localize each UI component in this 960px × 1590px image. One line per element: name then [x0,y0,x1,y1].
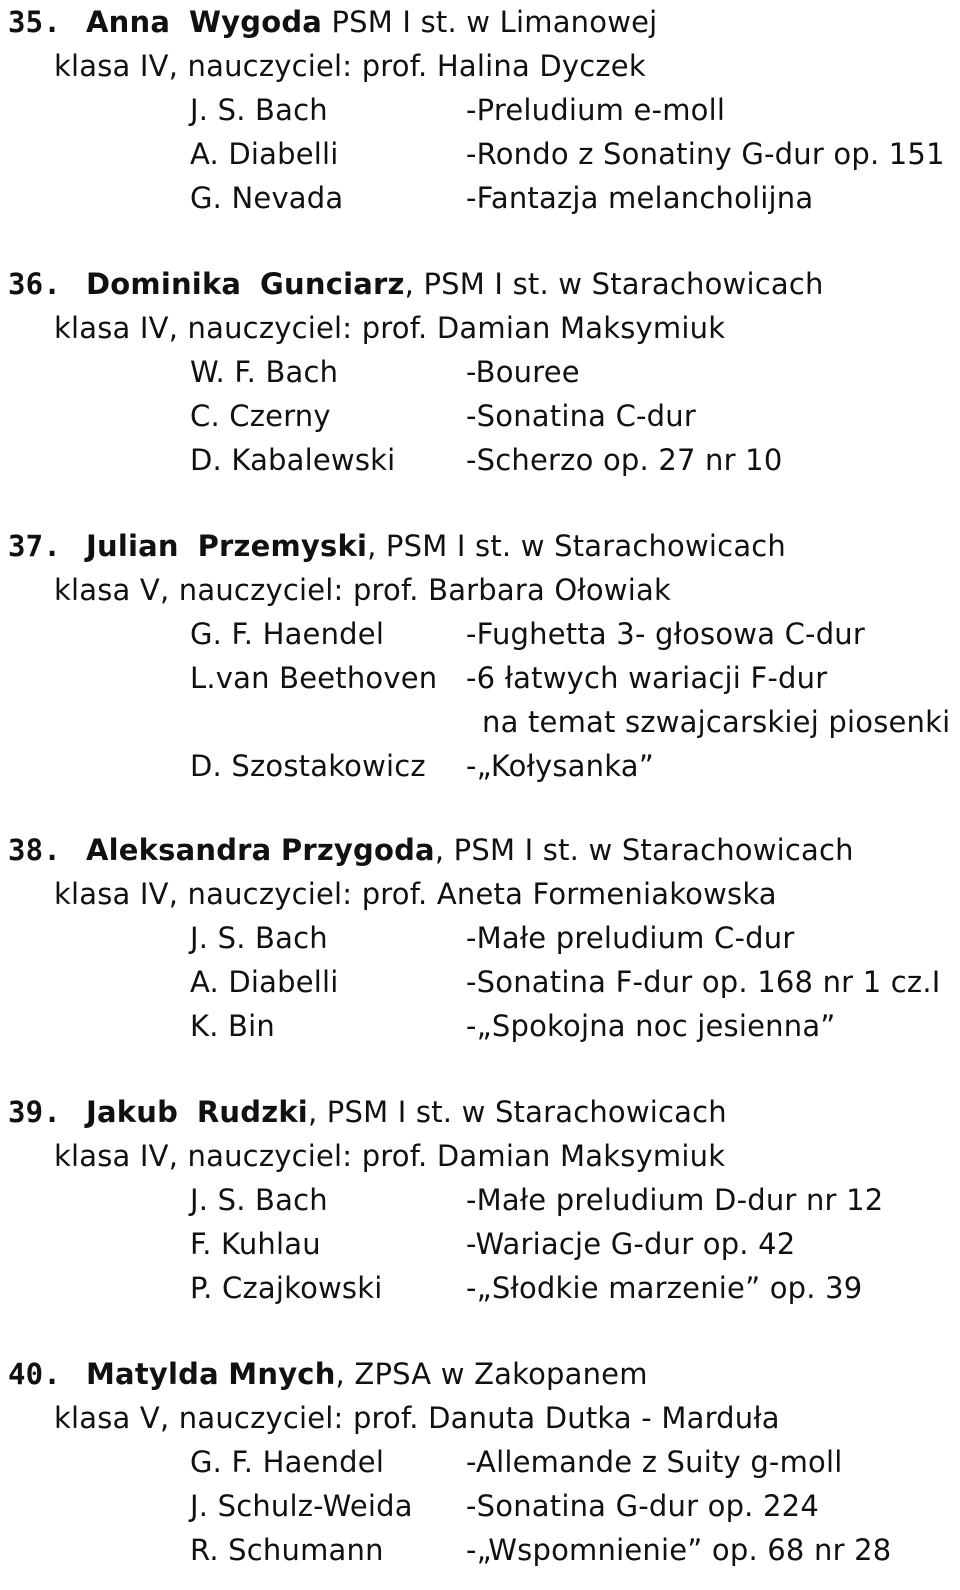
class-teacher: klasa IV, nauczyciel: prof. Halina Dyczek [54,49,646,83]
student-name [86,262,824,306]
student-last-name: Wygoda [188,5,323,39]
class-teacher: klasa V, nauczyciel: prof. Barbara Ołowiak [54,573,671,607]
piece-continuation: na temat szwajcarskiej piosenki [482,705,951,739]
piece: -Małe preludium D-dur nr 12 [466,1183,884,1217]
composer: L.van Beethoven [190,661,438,695]
composer: J. S. Bach [190,921,328,955]
composer: G. Nevada [190,181,344,215]
piece: -Scherzo op. 27 nr 10 [466,443,783,477]
piece: -„Kołysanka” [466,749,654,783]
student-last-name: Przygoda [280,833,435,867]
composer: J. S. Bach [190,93,328,127]
composer: D. Szostakowicz [190,749,426,783]
composer: A. Diabelli [190,965,339,999]
entry-number: 36. [8,267,61,301]
composer: W. F. Bach [190,355,339,389]
student-name [86,828,854,872]
piece: -„Wspomnienie” op. 68 nr 28 [466,1533,892,1567]
composer: G. F. Haendel [190,1445,385,1479]
student-first-name: Anna [86,5,171,39]
composer: C. Czerny [190,399,331,433]
entry-number: 37. [8,529,61,563]
piece: -Małe preludium C-dur [466,921,795,955]
school: , PSM I st. w Starachowicach [307,1095,727,1129]
composer: J. Schulz-Weida [190,1489,413,1523]
composer: F. Kuhlau [190,1227,321,1261]
student-first-name: Matylda [86,1357,219,1391]
student-last-name: Rudzki [196,1095,308,1129]
school: PSM I st. w Limanowej [322,5,658,39]
school: , ZPSA w Zakopanem [335,1357,648,1391]
school: , PSM I st. w Starachowicach [367,529,787,563]
class-teacher: klasa IV, nauczyciel: prof. Damian Maksymiuk [54,1139,726,1173]
piece: -„Słodkie marzenie” op. 39 [466,1271,863,1305]
entry-number: 35. [8,5,61,39]
composer: R. Schumann [190,1533,384,1567]
piece: -Allemande z Suity g-moll [466,1445,843,1479]
piece: -Sonatina F-dur op. 168 nr 1 cz.I [466,965,941,999]
piece: -6 łatwych wariacji F-dur [466,661,828,695]
piece: -Fughetta 3- głosowa C-dur [466,617,866,651]
student-first-name: Dominika [86,267,242,301]
piece: -Preludium e-moll [466,93,726,127]
student-last-name: Mnych [228,1357,336,1391]
school: , PSM I st. w Starachowicach [434,833,854,867]
composer: K. Bin [190,1009,275,1043]
student-last-name: Gunciarz [260,267,405,301]
class-teacher: klasa IV, nauczyciel: prof. Aneta Formeniakowska [54,877,777,911]
entry-number: 40. [8,1357,61,1391]
student-name [86,0,657,44]
class-teacher: klasa IV, nauczyciel: prof. Damian Maksymiuk [54,311,726,345]
student-name [86,1090,727,1134]
composer: J. S. Bach [190,1183,328,1217]
student-name [86,524,786,568]
piece: -Wariacje G-dur op. 42 [466,1227,796,1261]
piece: -„Spokojna noc jesienna” [466,1009,836,1043]
piece: -Sonatina C-dur [466,399,696,433]
piece: -Rondo z Sonatiny G-dur op. 151 [466,137,945,171]
student-first-name: Jakub [86,1095,179,1129]
entry-number: 39. [8,1095,61,1129]
composer: D. Kabalewski [190,443,396,477]
composer: A. Diabelli [190,137,339,171]
entry-number: 38. [8,833,61,867]
piece: -Sonatina G-dur op. 224 [466,1489,819,1523]
composer: P. Czajkowski [190,1271,383,1305]
student-first-name: Aleksandra [86,833,272,867]
piece: -Fantazja melancholijna [466,181,814,215]
class-teacher: klasa V, nauczyciel: prof. Danuta Dutka - Marduła [54,1401,780,1435]
student-name [86,1352,648,1396]
school: , PSM I st. w Starachowicach [404,267,824,301]
student-last-name: Przemyski [197,529,368,563]
composer: G. F. Haendel [190,617,385,651]
piece: -Bouree [466,355,580,389]
student-first-name: Julian [86,529,179,563]
